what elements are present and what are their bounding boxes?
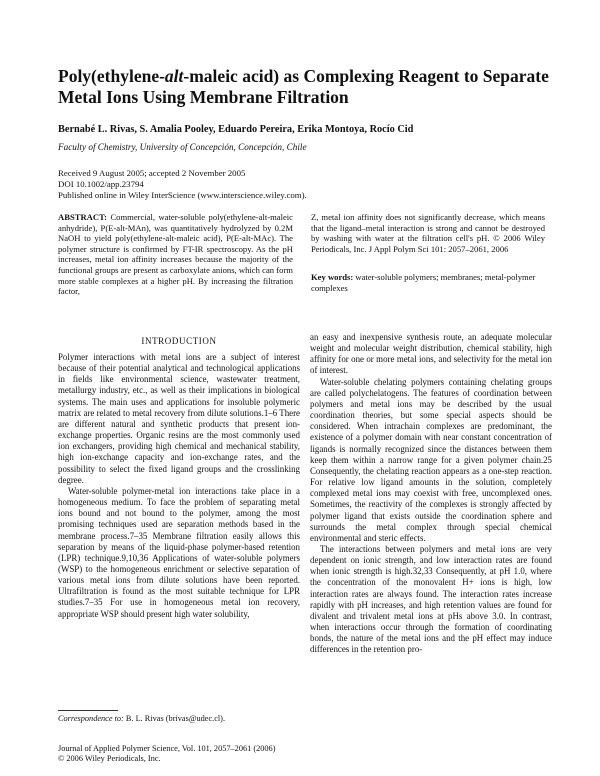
right-column <box>310 332 552 656</box>
doi: DOI 10.1002/app.23794 <box>58 179 144 189</box>
footnote-divider <box>58 710 118 711</box>
abstract-left <box>58 212 293 297</box>
paragraph: an easy and inexpensive synthesis route, an adequate molecular weight and molecular weight distribution, chemical stability, high affinity for one or more metal ions, and selectivity for the metal ion of interest. <box>310 332 552 376</box>
journal-citation <box>58 744 275 765</box>
title-text-1: Poly(ethylene- <box>58 66 165 86</box>
abstract-right: Z, metal ion affinity does not significantly decrease, which means that the ligand–metal interaction is strong and cannot be destroyed by washing with water at the filtration cell's pH. © 2006 Wiley Periodicals, Inc. J Appl Polym Sci 101: 2057–2061, 2006 <box>311 212 545 254</box>
copyright-line: © 2006 Wiley Periodicals, Inc. <box>58 754 161 764</box>
section-heading-introduction: INTRODUCTION <box>141 336 217 346</box>
title-text-2: -maleic acid) as Complexing Reagent to Separate Metal Ions Using Membrane Filtration <box>58 66 549 107</box>
journal-line: Journal of Applied Polymer Science, Vol. 101, 2057–2061 (2006) <box>58 744 276 753</box>
affiliation: Faculty of Chemistry, University of Concepción, Concepción, Chile <box>58 142 307 152</box>
keywords-block <box>311 272 545 293</box>
keywords-text: water-soluble polymers; membranes; metal-polymer complexes <box>311 272 536 293</box>
correspondence-label: Correspondence to: <box>58 714 124 723</box>
correspondence-note <box>58 714 225 723</box>
left-column <box>58 352 300 620</box>
paragraph: Water-soluble polymer-metal ion interactions take place in a homogeneous medium. To face the problem of separating metal ions bound and not bound to the polymer, among the most promising techniques used are separation methods based in the membrane process.7–35 Membrane filtration easily allows this separation by means of the liquid-phase polymer-based retention (LPR) technique.9,10,36 Applications of water-soluble polymers (WSP) to the homogeneous enrichment or selective separation of various metal ions from dilute solutions have been reported. Ultrafiltration is found as the most suitable technique for LPR studies.7–35 For use in homogeneous metal ion recovery, appropriate WSP should present high water solubility, <box>58 485 300 619</box>
paragraph: The interactions between polymers and metal ions are very dependent on ionic strength, and low interaction rates are found when ionic strength is high.32,33 Consequently, at pH 1.0, where the concentration of the monovalent H+ ions is high, low interaction rates are always found. The interaction rates increase rapidly with pH increases, and high retention values are found for divalent and trivalent metal ions at pHs above 3.0. In contrast, when interactions occur through the formation of coordinating bonds, the nature of the metal ions and the pH effect may induce differences in the retention pro- <box>310 543 552 655</box>
paragraph: Polymer interactions with metal ions are a subject of interest because of their potential analytical and technological applications in fields like environmental science, wastewater treatment, metallurgy industry, etc., as well as their implications in biological systems. The main uses and applications for insoluble polymeric matrix are related to metal recovery from dilute solutions.1–6 There are different natural and synthetic products that present ion-exchange properties. Organic resins are the most commonly used ion exchangers, providing high chemical and mechanical stability, high ion-exchange capacity and ion-exchange rates, and the possibility to select the fixed ligand groups and the crosslinking degree. <box>58 352 300 485</box>
publication-info <box>58 168 538 201</box>
correspondence-text: B. L. Rivas (brivas@udec.cl). <box>125 714 226 723</box>
received-date: Received 9 August 2005; accepted 2 November 2005 <box>58 168 246 178</box>
abstract-label: ABSTRACT: <box>58 212 108 222</box>
abstract-text-left: Commercial, water-soluble poly(ethylene-alt-maleic anhydride), P(E-alt-MAn), was quantitatively hydrolyzed by 0.2M NaOH to yield poly(ethylene-alt-maleic acid), P(E-alt-MAc). The polymer structure is confirmed by FT-IR spectroscopy. As the pH increases, metal ion affinity increases because the majority of the functional groups are present as carboxylate anions, which can form more stable complexes at a higher pH. By increasing the filtration factor, <box>58 212 293 297</box>
author-list: Bernabé L. Rivas, S. Amalia Pooley, Eduardo Pereira, Erika Montoya, Rocío Cid <box>58 124 414 135</box>
keywords-label: Key words: <box>311 272 354 282</box>
paragraph: Water-soluble chelating polymers containing chelating groups are called polychelatogens. The features of coordination between polymers and metal ions may be described by the usual coordination theories, but some special aspects should be considered. When intrachain complexes are predominant, the existence of a polymer domain with near constant concentration of ligands is normally recognized since the distances between them keep them within a narrow range for a given polymer chain.25 Consequently, the chelating reaction appears as a one-step reaction. For relative low ligand amounts in the solution, completely complexed metal ions may coexist with free, uncomplexed ones. Sometimes, the reactivity of the complexes is strongly affected by polymer ligand that exists outside the coordination sphere and surrounds the metal complex through special chemical environmental and steric effects. <box>310 376 552 543</box>
published-online: Published online in Wiley InterScience (www.interscience.wiley.com). <box>58 190 307 200</box>
paper-title <box>58 66 558 108</box>
title-italic: alt <box>164 66 184 86</box>
